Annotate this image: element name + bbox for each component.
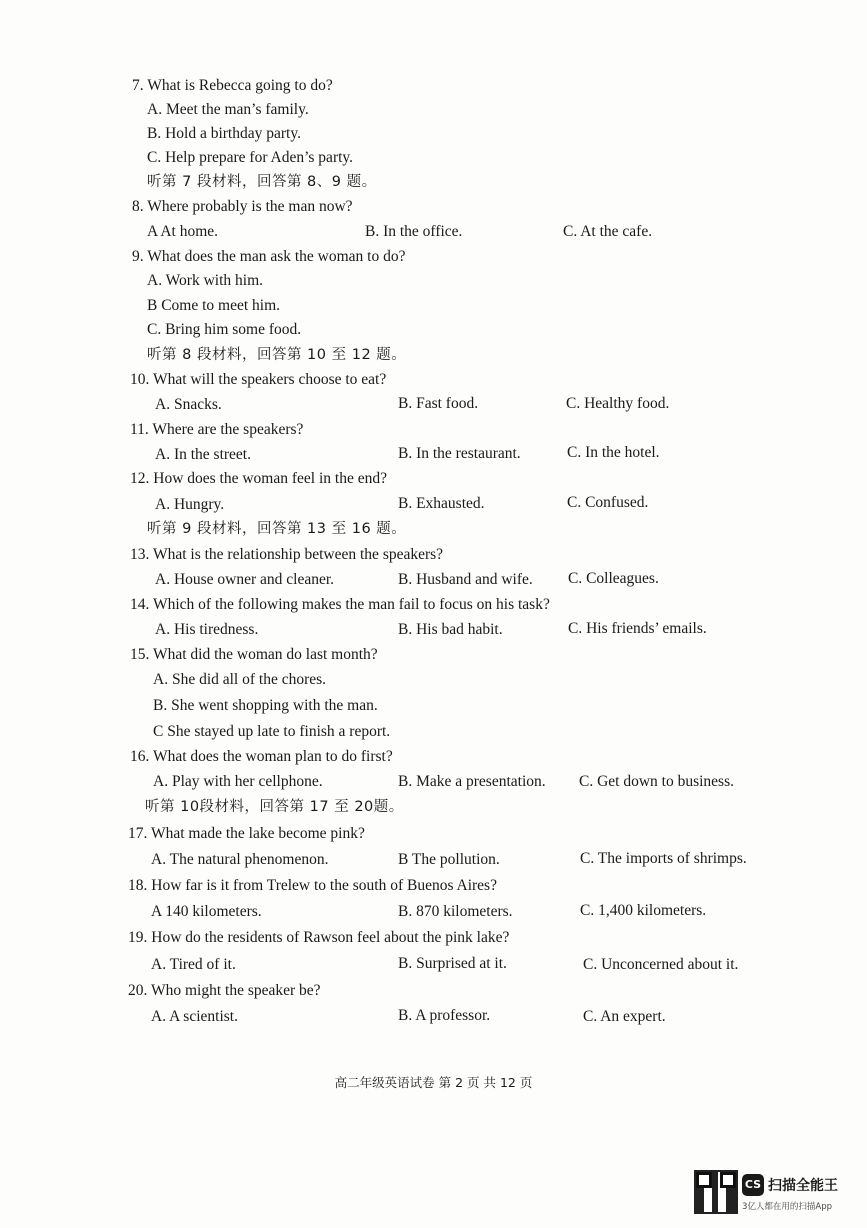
question-7: 7. What is Rebecca going to do? bbox=[132, 77, 333, 94]
option: B The pollution. bbox=[398, 851, 500, 868]
option: C. Get down to business. bbox=[579, 773, 734, 790]
camscanner-logo-icon: CS bbox=[742, 1174, 764, 1196]
question-9: 9. What does the man ask the woman to do? bbox=[132, 248, 406, 265]
qr-code-icon bbox=[696, 1172, 736, 1212]
question-14: 14. Which of the following makes the man fail to focus on his task? bbox=[130, 596, 550, 613]
option: B. In the office. bbox=[365, 223, 463, 240]
question-12: 12. How does the woman feel in the end? bbox=[130, 470, 387, 487]
option: A At home. bbox=[147, 223, 219, 240]
option: B. A professor. bbox=[398, 1007, 491, 1024]
section-instruction: 听第 7 段材料，回答第 8、9 题。 bbox=[147, 174, 377, 190]
question-17: 17. What made the lake become pink? bbox=[128, 825, 365, 842]
option: B. Surprised at it. bbox=[398, 955, 507, 972]
option: B. She went shopping with the man. bbox=[153, 697, 378, 714]
option: B. Fast food. bbox=[398, 395, 479, 412]
option: A. Tired of it. bbox=[151, 956, 236, 973]
option: B. Husband and wife. bbox=[398, 571, 533, 588]
option: A. Meet the man’s family. bbox=[147, 101, 309, 118]
page-footer: 高二年级英语试卷 第 2 页 共 12 页 bbox=[334, 1075, 533, 1090]
option: B. In the restaurant. bbox=[398, 445, 521, 462]
option: C. An expert. bbox=[583, 1008, 666, 1025]
question-19: 19. How do the residents of Rawson feel about the pink lake? bbox=[128, 929, 510, 946]
option: A. Snacks. bbox=[155, 396, 222, 413]
option: C. The imports of shrimps. bbox=[580, 850, 747, 867]
option: B. Hold a birthday party. bbox=[147, 125, 301, 142]
option: A. The natural phenomenon. bbox=[151, 851, 329, 868]
question-10: 10. What will the speakers choose to eat? bbox=[130, 371, 387, 388]
question-20: 20. Who might the speaker be? bbox=[128, 982, 321, 999]
option: A. She did all of the chores. bbox=[153, 671, 327, 688]
option: B. Exhausted. bbox=[398, 495, 485, 512]
option: C. Confused. bbox=[567, 494, 649, 511]
question-11: 11. Where are the speakers? bbox=[130, 421, 304, 438]
option: C. Unconcerned about it. bbox=[583, 956, 739, 973]
option: C. His friends’ emails. bbox=[568, 620, 707, 637]
option: C. 1,400 kilometers. bbox=[580, 902, 707, 919]
watermark-brand: 扫描全能王 bbox=[768, 1178, 838, 1194]
option: B. His bad habit. bbox=[398, 621, 503, 638]
option: A. Hungry. bbox=[155, 496, 225, 513]
option: A. House owner and cleaner. bbox=[155, 571, 335, 588]
option: A. Play with her cellphone. bbox=[153, 773, 323, 790]
option: C. Help prepare for Aden’s party. bbox=[147, 149, 354, 166]
option: C. At the cafe. bbox=[563, 223, 653, 240]
option: C. Colleagues. bbox=[568, 570, 659, 587]
option: C. Bring him some food. bbox=[147, 321, 302, 338]
question-18: 18. How far is it from Trelew to the south of Buenos Aires? bbox=[128, 877, 497, 894]
option: A. His tiredness. bbox=[155, 621, 259, 638]
watermark-slogan: 3亿人都在用的扫描App bbox=[742, 1202, 833, 1212]
section-instruction: 听第 10段材料，回答第 17 至 20题。 bbox=[145, 799, 404, 815]
question-16: 16. What does the woman plan to do first? bbox=[130, 748, 393, 765]
scanner-watermark bbox=[692, 1170, 862, 1220]
question-13: 13. What is the relationship between the speakers? bbox=[130, 546, 444, 563]
section-instruction: 听第 8 段材料，回答第 10 至 12 题。 bbox=[147, 347, 407, 363]
section-instruction: 听第 9 段材料，回答第 13 至 16 题。 bbox=[147, 521, 407, 537]
option: B. Make a presentation. bbox=[398, 773, 546, 790]
question-15: 15. What did the woman do last month? bbox=[130, 646, 378, 663]
option: A. A scientist. bbox=[151, 1008, 238, 1025]
option: A. Work with him. bbox=[147, 272, 264, 289]
option: C. Healthy food. bbox=[566, 395, 670, 412]
option: B Come to meet him. bbox=[147, 297, 281, 314]
option: A. In the street. bbox=[155, 446, 251, 463]
option: A 140 kilometers. bbox=[151, 903, 262, 920]
question-8: 8. Where probably is the man now? bbox=[132, 198, 353, 215]
option: C. In the hotel. bbox=[567, 444, 660, 461]
option: B. 870 kilometers. bbox=[398, 903, 513, 920]
option: C She stayed up late to finish a report. bbox=[153, 723, 391, 740]
